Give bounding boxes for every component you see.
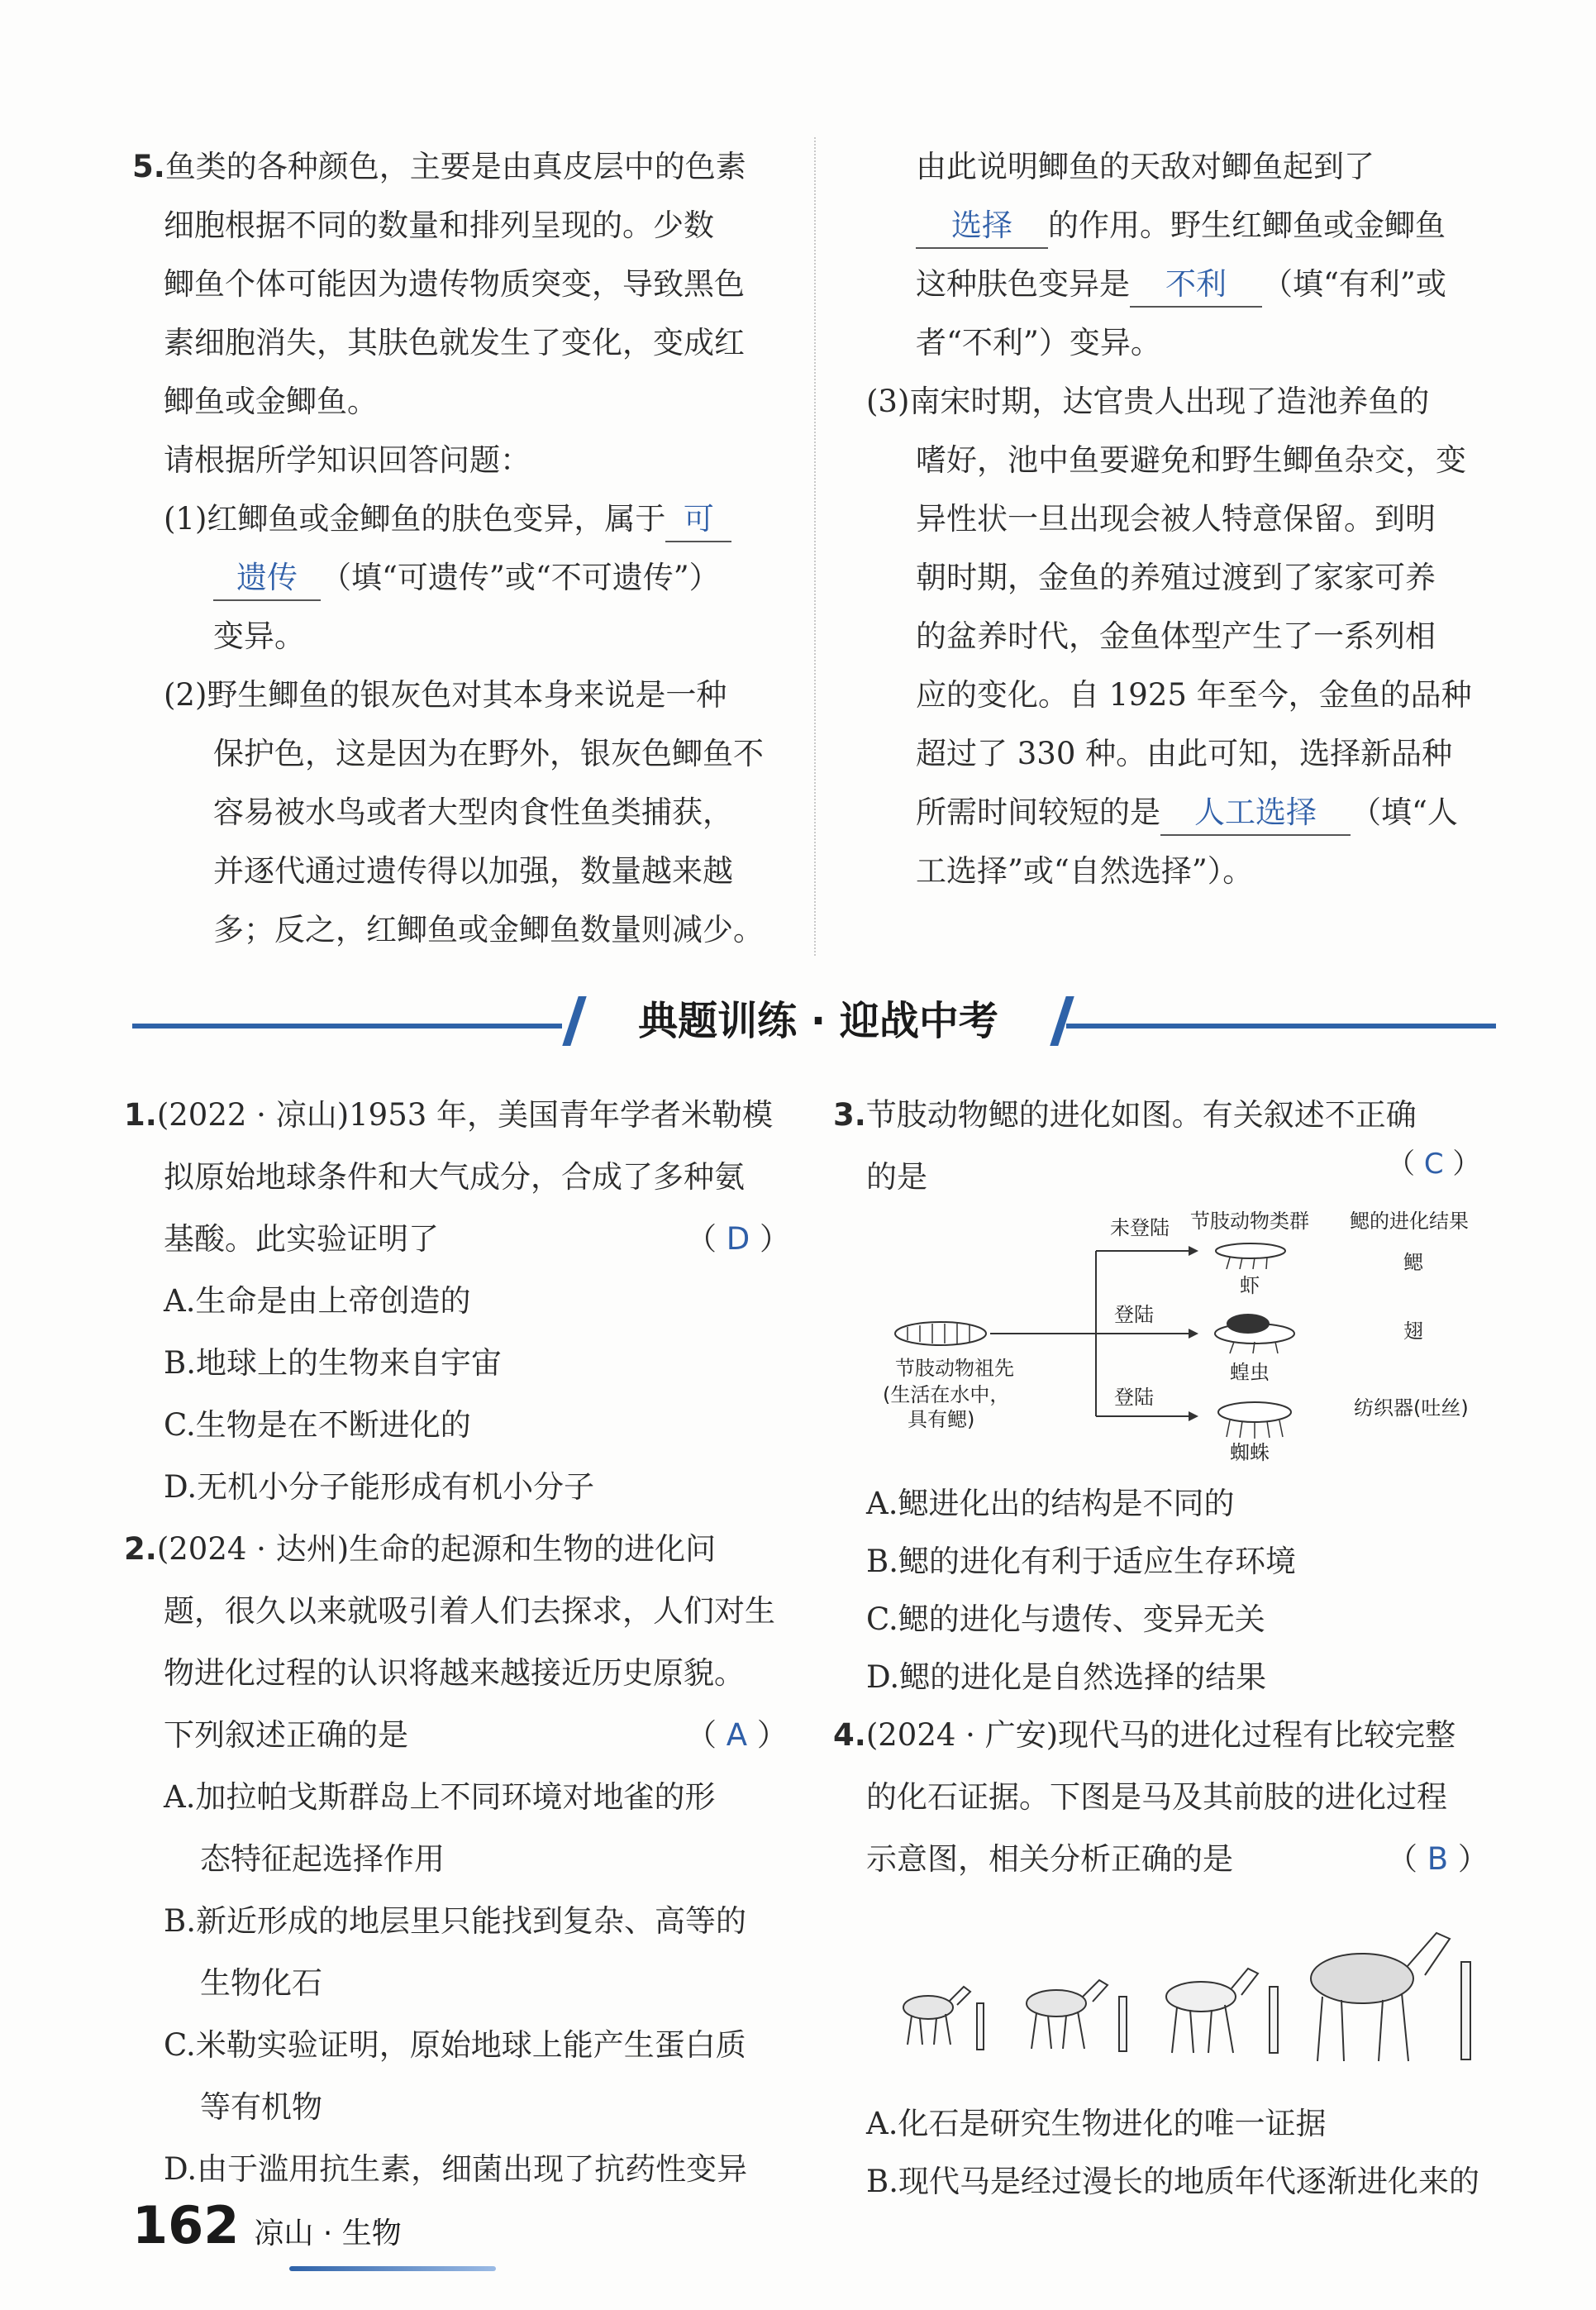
q1-answer: （ D ） xyxy=(686,1221,791,1257)
fig-label-branch2: 登陆 xyxy=(1114,1303,1154,1326)
q2-option-b-cont: 生物化石 xyxy=(200,1965,322,2001)
q4-option-a: A.化石是研究生物进化的唯一证据 xyxy=(866,2106,1327,2141)
column-divider xyxy=(814,137,817,956)
section-header xyxy=(132,988,1496,1054)
fig-ancestor-1: 节肢动物祖先 xyxy=(895,1357,1014,1380)
fig-header-result: 鳃的进化结果 xyxy=(1350,1210,1469,1233)
gill-evolution-diagram xyxy=(866,1210,1511,1466)
page-number: 162 xyxy=(132,2195,240,2255)
q2-option-a-cont: 态特征起选择作用 xyxy=(200,1841,445,1877)
q5-part3-line-2: 嗜好，池中鱼要避免和野生鲫鱼杂交，变 xyxy=(916,442,1466,478)
q5-part3-line-4: 朝时期，金鱼的养殖过渡到了家家可养 xyxy=(916,560,1436,595)
section-rule-left xyxy=(132,1024,562,1029)
q3-line-2: 的是 xyxy=(866,1159,927,1195)
q2-line-1: 2.(2024 · 达州)生命的起源和生物的进化问 xyxy=(124,1531,717,1567)
eohippus-icon xyxy=(903,1987,984,2050)
q1-option-c: C.生物是在不断进化的 xyxy=(164,1407,471,1443)
q3-answer: （ C ） xyxy=(1387,1148,1481,1181)
q4-option-b: B.现代马是经过漫长的地质年代逐渐进化来的 xyxy=(866,2164,1479,2199)
q2-option-b: B.新近形成的地层里只能找到复杂、高等的 xyxy=(164,1903,746,1939)
q2-option-c: C.米勒实验证明，原始地球上能产生蛋白质 xyxy=(164,2027,746,2063)
q5-part1-line-3: 变异。 xyxy=(213,618,305,654)
q4-answer: （ B ） xyxy=(1387,1841,1489,1877)
q5-line-5: 鲫鱼或金鲫鱼。 xyxy=(164,384,378,419)
q2-option-d: D.由于滥用抗生素，细菌出现了抗药性变异 xyxy=(164,2151,748,2187)
spider-icon xyxy=(1218,1402,1291,1439)
fig-label-branch3: 登陆 xyxy=(1114,1386,1154,1409)
q5-part2-line-3: 容易被水鸟或者大型肉食性鱼类捕获， xyxy=(213,795,733,830)
q5-part3-line-1: (3)南宋时期，达官贵人出现了造池养鱼的 xyxy=(866,384,1430,419)
q5-cont-line-1: 由此说明鲫鱼的天敌对鲫鱼起到了 xyxy=(916,149,1374,184)
fig-header-group: 节肢动物类群 xyxy=(1190,1210,1309,1233)
q3-line-1: 3.节肢动物鳃的进化如图。有关叙述不正确 xyxy=(833,1097,1417,1133)
section-title: 典题训练 · 迎战中考 xyxy=(638,998,998,1044)
q2-answer: （ A ） xyxy=(686,1717,788,1753)
q5-number: 5. xyxy=(132,149,165,184)
q2-option-c-cont: 等有机物 xyxy=(200,2089,322,2125)
q1-line-3: 基酸。此实验证明了 xyxy=(164,1221,439,1257)
answer-blank-4: 人工选择 xyxy=(1160,791,1351,836)
q5-line-4: 素细胞消失，其肤色就发生了变化，变成红 xyxy=(164,325,745,360)
q2-line-4: 下列叙述正确的是 xyxy=(164,1717,408,1753)
q1-option-d: D.无机小分子能形成有机小分子 xyxy=(164,1469,595,1505)
q4-line-2: 的化石证据。下图是马及其前肢的进化过程 xyxy=(866,1779,1447,1815)
q1-option-b: B.地球上的生物来自宇宙 xyxy=(164,1345,502,1381)
fig-animal-2: 蝗虫 xyxy=(1230,1361,1270,1384)
q5-cont-line-3: 这种肤色变异是 不利 （填“有利”或 xyxy=(916,255,1446,313)
locust-icon xyxy=(1215,1314,1294,1353)
q1-option-a: A.生命是由上帝创造的 xyxy=(164,1283,471,1319)
fig-animal-3: 蜘蛛 xyxy=(1230,1441,1270,1464)
answer-blank-1a: 可 xyxy=(665,498,731,542)
q5-part1-line-2: 遗传 （填“可遗传”或“不可遗传”） xyxy=(213,548,720,607)
q2-line-2: 题，很久以来就吸引着人们去探求，人们对生 xyxy=(164,1593,775,1629)
q5-line-3: 鲫鱼个体可能因为遗传物质突变，导致黑色 xyxy=(164,266,745,302)
q2-line-3: 物进化过程的认识将越来越接近历史原貌。 xyxy=(164,1655,745,1691)
q5-part2-line-4: 并逐代通过遗传得以加强，数量越来越 xyxy=(213,853,733,889)
q5-cont-line-2: 选择 的作用。野生红鲫鱼或金鲫鱼 xyxy=(916,196,1446,255)
q5-prompt: 请根据所学知识回答问题： xyxy=(164,442,531,478)
q4-line-3: 示意图，相关分析正确的是 xyxy=(866,1841,1233,1877)
shrimp-icon xyxy=(1216,1243,1285,1269)
mesohippus-icon xyxy=(1027,1980,1127,2051)
q5-part3-line-3: 异性状一旦出现会被人特意保留。到明 xyxy=(916,501,1436,537)
q3-option-c: C.鳃的进化与遗传、变异无关 xyxy=(866,1601,1265,1637)
fig-result-1: 鳃 xyxy=(1403,1251,1423,1274)
answer-blank-3: 不利 xyxy=(1130,263,1262,308)
q5-part3-line-7: 超过了 330 种。由此可知，选择新品种 xyxy=(916,736,1453,771)
q5-part3-line-8: 所需时间较短的是 人工选择 （填“人 xyxy=(916,783,1458,842)
footer-label: 凉山 · 生物 xyxy=(254,2217,402,2250)
q3-option-d: D.鳃的进化是自然选择的结果 xyxy=(866,1659,1267,1695)
ancestor-icon xyxy=(895,1322,986,1345)
merychippus-icon xyxy=(1166,1969,1278,2053)
fig-ancestor-3: 具有鳃) xyxy=(908,1408,975,1431)
section-rule-right xyxy=(1066,1024,1496,1029)
q3-option-a: A.鳃进化出的结构是不同的 xyxy=(866,1486,1235,1521)
answer-blank-2: 选择 xyxy=(916,204,1048,249)
q5-part1-line-1: (1)红鲫鱼或金鲫鱼的肤色变异，属于 可 xyxy=(164,489,731,548)
q5-part2-line-1: (2)野生鲫鱼的银灰色对其本身来说是一种 xyxy=(164,677,727,713)
q1-line-1: 1.(2022 · 凉山)1953 年，美国青年学者米勒模 xyxy=(124,1097,774,1133)
fig-result-3: 纺织器(吐丝) xyxy=(1354,1396,1469,1420)
page-footer xyxy=(132,2195,402,2255)
footer-underline xyxy=(289,2266,496,2271)
q3-option-b: B.鳃的进化有利于适应生存环境 xyxy=(866,1544,1296,1579)
q5-line-2: 细胞根据不同的数量和排列呈现的。少数 xyxy=(164,208,714,243)
answer-blank-1b: 遗传 xyxy=(213,556,321,601)
q5-part2-line-2: 保护色，这是因为在野外，银灰色鲫鱼不 xyxy=(213,736,764,771)
fig-animal-1: 虾 xyxy=(1240,1274,1260,1297)
q1-line-2: 拟原始地球条件和大气成分，合成了多种氨 xyxy=(164,1159,745,1195)
q5-part3-line-9: 工选择”或“自然选择”）。 xyxy=(916,853,1254,889)
horse-evolution-figure xyxy=(891,1921,1486,2078)
q5-part2-line-5: 多；反之，红鲫鱼或金鲫鱼数量则减少。 xyxy=(213,912,764,947)
q2-option-a: A.加拉帕戈斯群岛上不同环境对地雀的形 xyxy=(164,1779,716,1815)
fig-result-2: 翅 xyxy=(1403,1320,1423,1343)
modern-horse-icon xyxy=(1311,1933,1470,2061)
q5-part3-line-6: 应的变化。自 1925 年至今，金鱼的品种 xyxy=(916,677,1472,713)
fig-label-branch1: 未登陆 xyxy=(1110,1216,1170,1239)
q4-line-1: 4.(2024 · 广安)现代马的进化过程有比较完整 xyxy=(833,1717,1456,1753)
fig-ancestor-2: (生活在水中， xyxy=(883,1383,1010,1406)
q5-part3-line-5: 的盆养时代，金鱼体型产生了一系列相 xyxy=(916,618,1436,654)
q5-cont-line-4: 者“不利”）变异。 xyxy=(916,325,1161,360)
q5-line-1: 5.鱼类的各种颜色，主要是由真皮层中的色素 xyxy=(132,149,746,184)
